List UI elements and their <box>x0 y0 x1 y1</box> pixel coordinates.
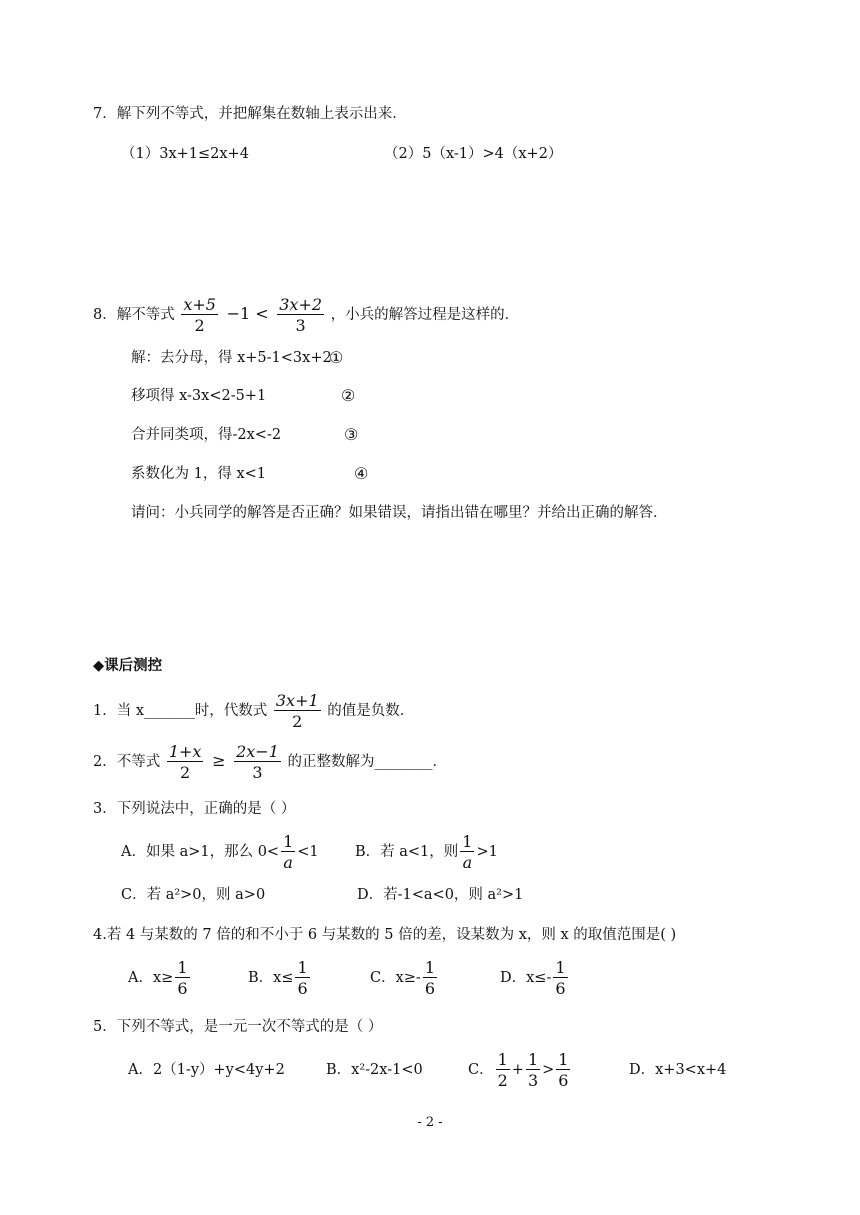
hw4-b-text: B．x≤ <box>248 970 294 986</box>
hw5-c-n1: 1 <box>497 1049 508 1069</box>
hw5-c-fraction-2 <box>526 1050 540 1091</box>
hw1-suffix: 的值是负数． <box>327 703 415 719</box>
q8-step-3: 合并同类项，得-2x<-2 <box>131 427 282 443</box>
q8-prefix: 8．解不等式 <box>93 307 175 323</box>
hw1-fraction <box>274 691 321 732</box>
hw4-b-denominator: 6 <box>297 978 308 998</box>
q8-step-2: 移项得 x-3x<2-5+1 <box>131 388 267 404</box>
hw4-d-numerator: 1 <box>555 957 566 977</box>
hw5-c-d2: 3 <box>527 1070 539 1090</box>
hw4-c-denominator: 6 <box>424 978 436 998</box>
hw3-option-c: C．若 a²>0，则 a>0 <box>121 887 266 903</box>
hw4-c-text: C．x≥- <box>370 970 421 986</box>
hw5-c-fraction-1 <box>496 1050 510 1091</box>
hw4-d-fraction <box>553 958 567 999</box>
q8-step-4-mark: ④ <box>354 464 369 483</box>
hw4-a-numerator: 1 <box>177 957 188 977</box>
hw2 <box>93 738 447 785</box>
q8-suffix: ，小兵的解答过程是这样的． <box>330 307 520 323</box>
hw3-a-denominator: a <box>283 852 293 872</box>
q7-part1: （1）3x+1≤2x+4 <box>121 146 249 162</box>
hw3-a-text: A．如果 a>1，那么 0< <box>121 844 280 860</box>
hw2-relation: ≥ <box>212 751 226 770</box>
hw4-option-b <box>248 955 312 1001</box>
hw5-c-d1: 2 <box>497 1070 508 1090</box>
hw5-c-d3: 6 <box>558 1070 569 1090</box>
q8-step-1-mark: ① <box>329 348 344 367</box>
q8-step-1: 解：去分母，得 x+5-1<3x+2 <box>131 350 332 366</box>
hw3-a-fraction <box>281 832 295 873</box>
hw5-option-d: D．x+3<x+4 <box>629 1062 727 1078</box>
hw4-d-text: D．x≤- <box>500 970 552 986</box>
hw3-b-fraction <box>460 832 474 873</box>
hw5-c-fraction-3 <box>556 1050 570 1091</box>
hw2-frac1-denominator: 2 <box>180 762 191 782</box>
hw2-frac1-numerator: 1+x <box>168 741 202 761</box>
hw2-fraction-2 <box>234 742 281 783</box>
hw2-fraction-1 <box>167 742 204 783</box>
q7-part2: （2）5（x-1）>4（x+2） <box>384 146 563 162</box>
hw1-denominator: 2 <box>292 711 303 731</box>
hw1-prefix: 1．当 x_______时，代数式 <box>93 703 268 719</box>
hw3-a-tail: <1 <box>297 844 319 860</box>
q8-frac2-denominator: 3 <box>295 315 306 335</box>
hw5-option-c <box>468 1047 572 1093</box>
q8-step-4: 系数化为 1，得 x<1 <box>131 466 266 482</box>
hw4-b-numerator: 1 <box>297 957 308 977</box>
hw3-option-a <box>121 829 319 875</box>
hw3-b-denominator: a <box>462 852 473 872</box>
hw2-frac2-numerator: 2x−1 <box>236 741 279 761</box>
hw5-c-text: C． <box>468 1062 494 1078</box>
q8-frac1-denominator: 2 <box>194 315 205 335</box>
hw3-b-tail: >1 <box>476 844 498 860</box>
q7-title: 7．解下列不等式，并把解集在数轴上表示出来． <box>93 106 407 122</box>
hw3-option-b <box>355 829 498 875</box>
hw5-stem: 5．下列不等式，是一元一次不等式的是（ ） <box>93 1019 383 1035</box>
q8-frac1-numerator: x+5 <box>183 294 216 314</box>
hw3-option-d: D．若-1<a<0，则 a²>1 <box>357 887 524 903</box>
hw1 <box>93 688 414 734</box>
hw4-d-denominator: 6 <box>555 978 566 998</box>
hw5-c-plus: + <box>511 1062 524 1078</box>
hw5-c-gt: > <box>542 1062 555 1078</box>
hw5-option-a: A．2（1-y）+y<4y+2 <box>128 1062 285 1078</box>
hw3-a-numerator: 1 <box>283 831 294 851</box>
page-number: - 2 - <box>417 1115 443 1130</box>
hw1-numerator: 3x+1 <box>275 690 319 710</box>
hw4-b-fraction <box>295 958 309 999</box>
q8-middle-term: −1 < <box>226 304 269 323</box>
hw4-stem: 4.若 4 与某数的 7 倍的和不小于 6 与某数的 5 倍的差，设某数为 x，则 x 的取值范围是( ) <box>93 927 677 943</box>
hw4-option-c <box>370 955 439 1001</box>
hw5-c-n2: 1 <box>527 1049 539 1069</box>
q8-statement <box>93 291 519 338</box>
hw3-b-numerator: 1 <box>462 831 473 851</box>
hw3-b-text: B．若 a<1，则 <box>355 844 459 860</box>
hw5-c-n3: 1 <box>558 1049 569 1069</box>
hw4-option-d <box>500 955 570 1001</box>
hw2-frac2-denominator: 3 <box>252 762 263 782</box>
hw5-option-b: B．x²-2x-1<0 <box>326 1062 423 1078</box>
hw4-a-denominator: 6 <box>177 978 188 998</box>
section-heading: ◆课后测控 <box>93 658 163 674</box>
hw2-suffix: 的正整数解为________． <box>287 754 447 770</box>
q8-fraction-2 <box>277 295 324 336</box>
q8-step-2-mark: ② <box>341 386 356 405</box>
hw3-stem: 3．下列说法中，正确的是（ ） <box>93 801 296 817</box>
q8-step-3-mark: ③ <box>344 425 359 444</box>
hw2-prefix: 2．不等式 <box>93 754 161 770</box>
hw4-c-numerator: 1 <box>424 957 436 977</box>
q8-frac2-numerator: 3x+2 <box>279 294 323 314</box>
q8-fraction-1 <box>181 295 218 336</box>
hw4-a-text: A．x≥ <box>128 970 174 986</box>
hw4-a-fraction <box>175 958 189 999</box>
hw4-option-a <box>128 955 192 1001</box>
hw4-c-fraction <box>423 958 437 999</box>
q8-question: 请问：小兵同学的解答是否正确？如果错误，请指出错在哪里？并给出正确的解答． <box>131 505 668 521</box>
